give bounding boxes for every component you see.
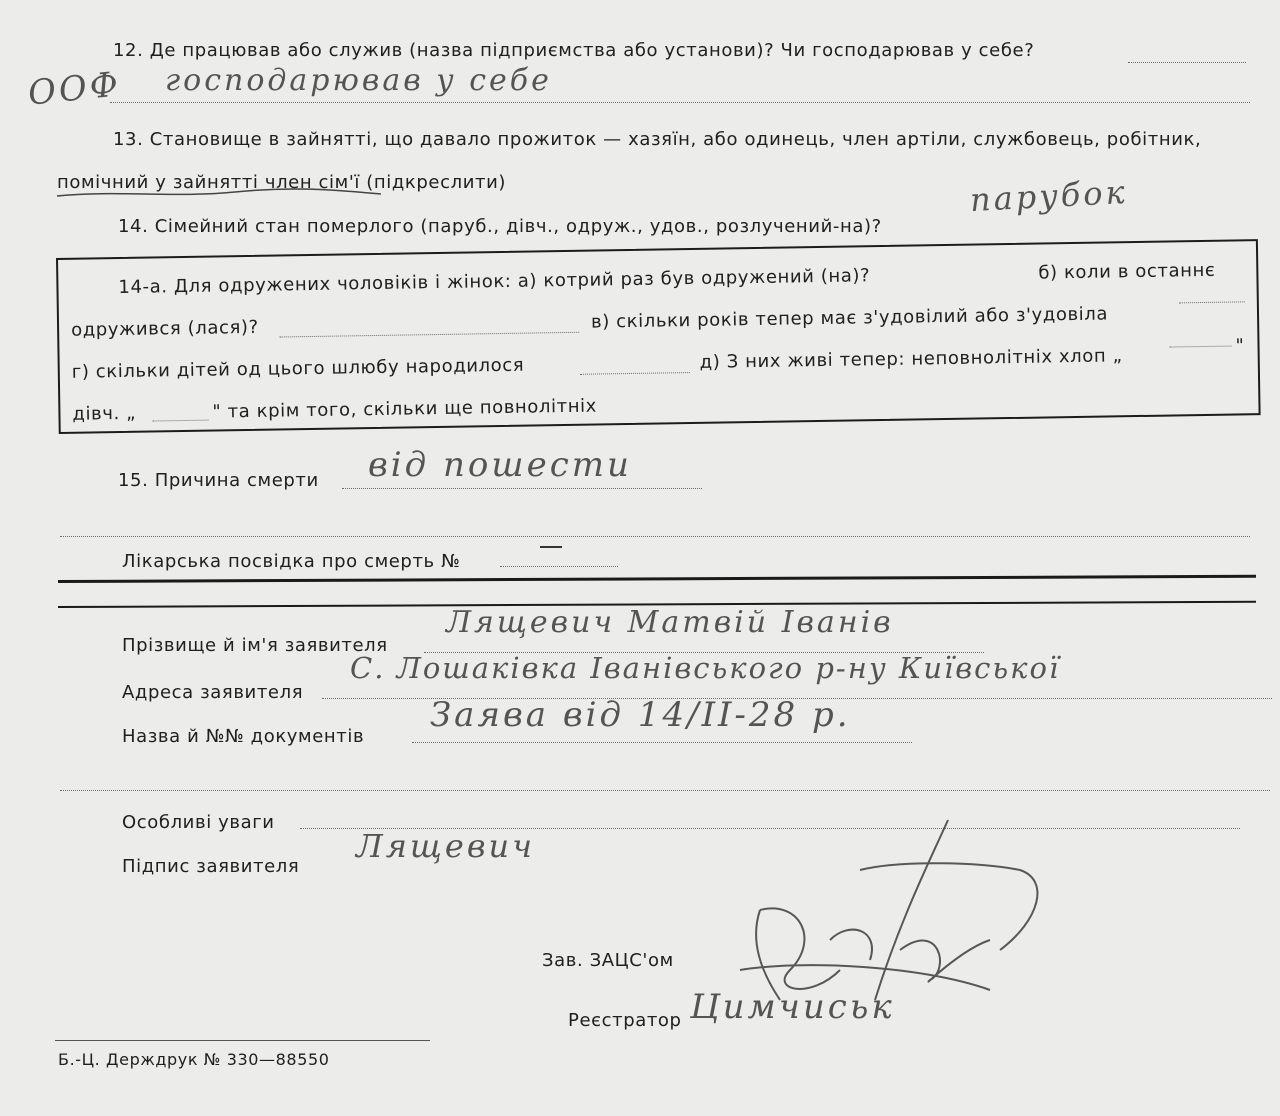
applicant-address-label: Адреса заявителя: [122, 682, 304, 703]
q14a-box: [56, 239, 1261, 434]
q14a-line1-b: б) коли в останнє: [1038, 259, 1216, 284]
registrar-label: Реєстратор: [568, 1010, 682, 1031]
q12-blank-line: [1128, 62, 1246, 63]
q14a-line2-a: одружився (лася)?: [70, 316, 259, 341]
q12-answer: господарював у себе: [165, 63, 552, 98]
q14a-blank-v: [1179, 301, 1245, 303]
q12-label: 12. Де працював або служив (назва підприємства або установи)? Чи господарював у себе?: [113, 40, 1035, 61]
applicant-name-label: Прізвище й ім'я заявителя: [122, 635, 388, 656]
q15-label: 15. Причина смерти: [118, 470, 319, 491]
q15-answer-line: [342, 488, 702, 489]
applicant-signature-label: Підпис заявителя: [122, 856, 300, 877]
q14a-line4-b: " та крім того, скільки ще повнолітніх: [212, 395, 598, 423]
q14a-blank-divch: [153, 420, 209, 422]
q15-answer: від пошести: [368, 445, 632, 485]
q12-answer-line: [110, 102, 1250, 103]
medical-dash: [540, 546, 562, 548]
applicant-docs-line: [412, 742, 912, 743]
applicant-docs-label: Назва й №№ документів: [122, 726, 365, 747]
q14-answer: парубок: [969, 172, 1129, 220]
q14a-line4-a: дівч. „: [72, 402, 137, 425]
footer-rule: [55, 1040, 430, 1041]
q14a-line3-c: ": [1235, 335, 1245, 357]
q14a-line1-a: 14-а. Для одружених чоловіків і жінок: а) котрий раз був одружений (на)?: [118, 265, 871, 299]
q14a-blank-g: [580, 372, 690, 375]
q12-margin-note: ООФ: [26, 64, 123, 114]
applicant-extra-line: [60, 790, 1270, 791]
q13-label-line1: 13. Становище в зайнятті, що давало прожиток — хазяїн, або одинець, член артіли, службовець, робітник,: [113, 129, 1202, 150]
q14a-blank-a: [279, 332, 579, 338]
applicant-address-value: С. Лошаківка Іванівського р-ну Київської: [350, 651, 1061, 685]
applicant-name-value: Лящевич Матвій Іванів: [446, 605, 894, 640]
medical-label: Лікарська посвідка про смерть №: [122, 551, 461, 572]
head-signature-scrawl: [700, 800, 1080, 1020]
q14-label: 14. Сімейний стан померлого (паруб., дівч., одруж., удов., розлучений-на)?: [118, 216, 882, 237]
applicant-signature-value: Лящевич: [356, 827, 535, 865]
q14a-blank-d: [1170, 346, 1232, 348]
applicant-notes-label: Особливі уваги: [122, 812, 275, 833]
q14a-line2-b: в) скільки років тепер має з'удовілий або з'удовіла: [590, 303, 1109, 333]
q13-label-line2: помічний у зайнятті член сім'ї (підкреслити): [57, 172, 507, 193]
q15-extra-line: [60, 536, 1250, 537]
q14a-line3-a: г) скільки дітей од цього шлюбу народилося: [71, 354, 525, 383]
q14a-line3-b: д) З них живі тепер: неповнолітніх хлоп „: [699, 345, 1123, 373]
q13-underline-mark: [55, 186, 385, 202]
divider-top: [58, 575, 1256, 583]
applicant-docs-value: Заява від 14/II-28 р.: [430, 695, 851, 735]
footer-printer: Б.-Ц. Держдрук № 330—88550: [58, 1050, 330, 1069]
medical-number-line: [500, 566, 618, 567]
registrar-signature: Цимчиськ: [690, 987, 895, 1027]
head-label: Зав. ЗАЦС'ом: [542, 950, 674, 971]
